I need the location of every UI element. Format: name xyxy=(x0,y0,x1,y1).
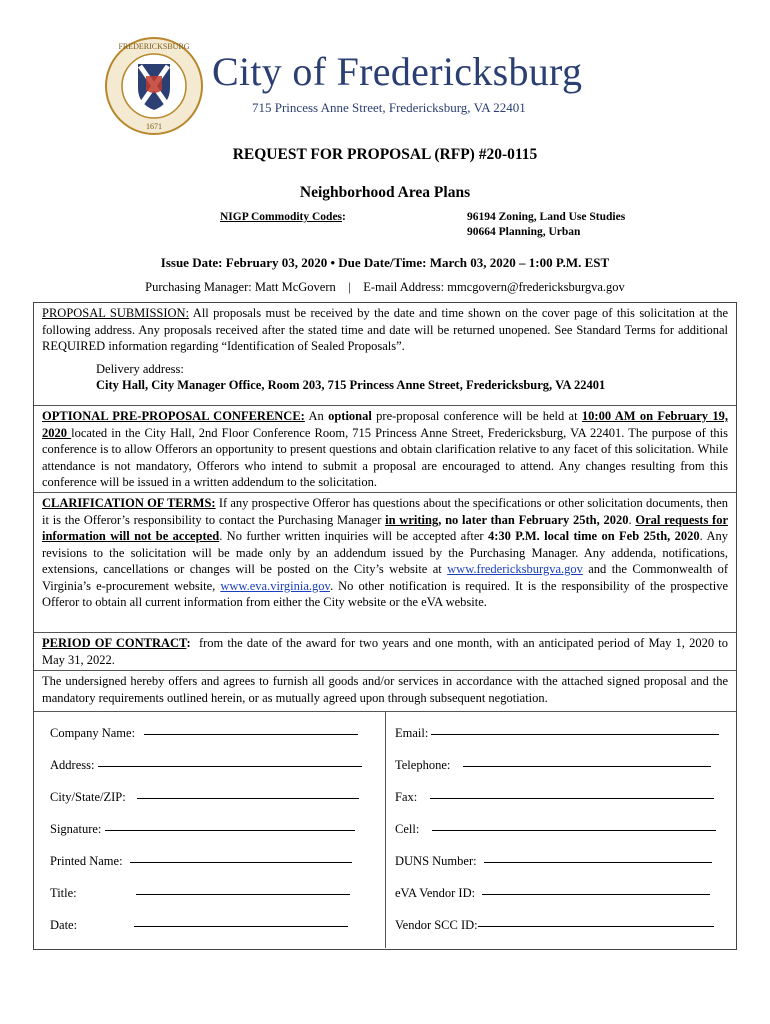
proposal-submission-section xyxy=(34,303,736,406)
clarification-text: . xyxy=(628,512,636,527)
eva-vendor-id-field[interactable] xyxy=(395,886,710,901)
seal-year: 1671 xyxy=(146,122,162,131)
city-name: City of Fredericksburg xyxy=(212,49,583,94)
nigp-code: 96194 Zoning, Land Use Studies xyxy=(467,211,626,223)
field-label: Address: xyxy=(50,758,95,772)
duns-number-field[interactable] xyxy=(395,854,712,869)
field-label: Telephone: xyxy=(395,758,451,772)
period-of-contract-section xyxy=(34,633,736,671)
rfp-title: REQUEST FOR PROPOSAL (RFP) #20-0115 xyxy=(232,146,538,163)
proposal-form-frame xyxy=(33,302,737,950)
telephone-field[interactable] xyxy=(395,758,711,773)
vendor-info-form xyxy=(34,712,736,948)
field-label: Signature: xyxy=(50,822,102,836)
field-label: eVA Vendor ID: xyxy=(395,886,476,900)
conference-text: An xyxy=(304,409,329,423)
field-label: Company Name: xyxy=(50,726,136,740)
field-label: Email: xyxy=(395,726,429,740)
conference-optional: optional xyxy=(328,409,372,423)
field-label: Title: xyxy=(50,886,77,900)
vendor-scc-id-field[interactable] xyxy=(395,918,714,933)
clarification-heading: CLARIFICATION OF TERMS: xyxy=(42,496,216,510)
seal-text: FREDERICKSBURG xyxy=(118,42,190,51)
conference-time: 10:00 AM on February 19, 2020 xyxy=(42,409,729,440)
conference-text: located in the City Hall, 2nd Floor Conference Room, 715 Princess Anne Street, Fredericksburg, VA 22401. The purpose of this conference is to allow Offerors an opportunity to present questions and obtain clarification relative to any facet of this solicitation. While attendance is not mandatory, Offerors who intend to submit a proposal are encouraged to attend. Any changes resulting from this conference will be issued in a written addendum to the solicitation. xyxy=(42,425,728,489)
inquiry-deadline: 4:30 P.M. local time on Feb 25th, 2020 xyxy=(487,529,700,543)
clarification-text: . No other notification is required. It is the responsibility of the prospective Offeror to obtain all current information from either the City website or the eVA website. xyxy=(42,578,728,609)
proposal-submission-heading: PROPOSAL SUBMISSION: xyxy=(42,306,190,320)
delivery-label: Delivery address: xyxy=(96,361,184,376)
purchasing-manager-line: Purchasing Manager: Matt McGovern | E-mail Address: mmcgovern@fredericksburgva.gov xyxy=(145,280,625,294)
period-text: from the date of the award for two years and one month, with an anticipated period of May 1, 2020 to May 31, 2022. xyxy=(42,636,732,667)
pre-proposal-conference-section xyxy=(34,406,736,493)
in-writing: in writing xyxy=(385,512,439,527)
city-address: 715 Princess Anne Street, Fredericksburg, VA 22401 xyxy=(252,100,526,115)
delivery-address: City Hall, City Manager Office, Room 203, 715 Princess Anne Street, Fredericksburg, VA 22401 xyxy=(96,378,606,392)
conference-text: pre-proposal conference will be held at xyxy=(371,409,582,423)
nigp-block: NIGP Commodity Codes: 96194 Zoning, Land Use Studies 90664 Planning, Urban xyxy=(220,211,626,238)
date-field[interactable] xyxy=(50,918,348,933)
clarification-text: . Any revisions to the solicitation will be made only by an addendum issued by the Purchasing Manager. Any addenda, notifications, extensions, cancellations or changes will be posted on the City’s website at xyxy=(42,529,728,576)
nigp-label: NIGP Commodity Codes xyxy=(220,211,343,223)
field-label: Printed Name: xyxy=(50,854,123,868)
clarification-text: . No further written inquiries will be accepted after xyxy=(219,529,488,543)
city-state-zip-field[interactable] xyxy=(50,790,359,805)
field-label: DUNS Number: xyxy=(395,854,477,868)
eva-website-link[interactable]: www.eva.virginia.gov xyxy=(220,578,330,593)
period-heading: PERIOD OF CONTRACT xyxy=(42,636,187,650)
clarification-text: If any prospective Offeror has questions about the specifications or other solicitation documents, then it is the Offeror’s responsibility to contact the Purchasing Manager xyxy=(42,496,728,527)
field-label: Date: xyxy=(50,918,78,932)
issue-due-dates: Issue Date: February 03, 2020 • Due Date/Time: March 03, 2020 – 1:00 P.M. EST xyxy=(160,255,610,270)
clarification-text: and the Commonwealth of Virginia’s e-procurement website, xyxy=(42,562,728,593)
title-field[interactable] xyxy=(50,886,350,901)
oral-requests-notice: Oral requests for information will not be accepted xyxy=(42,512,729,543)
period-colon: : xyxy=(186,636,191,650)
field-label: Vendor SCC ID: xyxy=(395,918,478,932)
company-name-field[interactable] xyxy=(50,726,358,741)
proposal-submission-text: All proposals must be received by the date and time shown on the cover page of this solicitation at the following address. Any proposals received after the stated time and date will be returned unopened. See Standard Terms for additional REQUIRED information regarding “Identification of Sealed Proposals”. xyxy=(42,306,728,353)
cell-field[interactable] xyxy=(395,822,716,837)
form-divider xyxy=(385,712,386,948)
signature-field[interactable] xyxy=(50,822,355,837)
offer-text: The undersigned hereby offers and agrees to furnish all goods and/or services in accordance with the attached signed proposal and the mandatory requirements outlined herein, or as mutually agreed upon through subsequent negotiation. xyxy=(42,674,728,705)
field-label: City/State/ZIP: xyxy=(50,790,126,804)
email-field[interactable] xyxy=(395,726,719,741)
clarification-section xyxy=(34,493,736,633)
city-seal-logo xyxy=(104,36,204,136)
city-website-link[interactable]: www.fredericksburgva.gov xyxy=(447,562,583,576)
offer-statement-section xyxy=(34,671,736,712)
nigp-code: 90664 Planning, Urban xyxy=(467,226,581,238)
field-label: Fax: xyxy=(395,790,418,804)
field-label: Cell: xyxy=(395,822,420,836)
fax-field[interactable] xyxy=(395,790,714,805)
clarification-deadline: , no later than February 25th, 2020 xyxy=(438,512,629,527)
address-field[interactable] xyxy=(50,758,362,773)
project-title: Neighborhood Area Plans xyxy=(299,184,471,201)
printed-name-field[interactable] xyxy=(50,854,352,869)
conference-heading: OPTIONAL PRE-PROPOSAL CONFERENCE: xyxy=(42,409,305,423)
